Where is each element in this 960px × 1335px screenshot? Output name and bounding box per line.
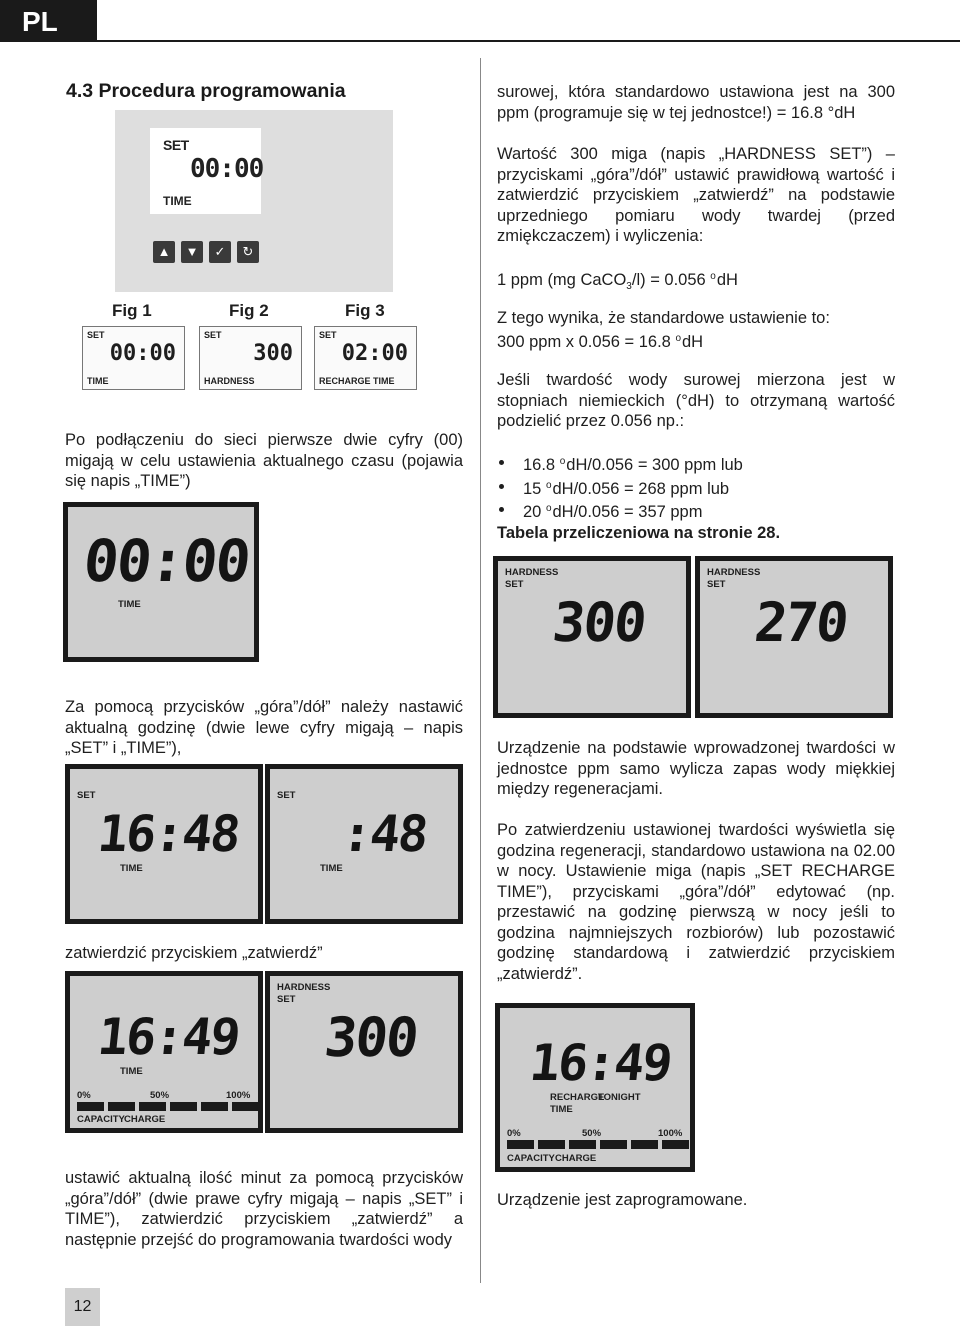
lcd-tonight-label: TONIGHT (598, 1092, 641, 1103)
lcd-minute-blink-set-label: SET (277, 790, 296, 801)
left-paragraph-1: Po podłączeniu do sieci pierwsze dwie cyfry (00) migają w celu ustawienia aktualnego czasu (pojawia się napis „TIME”) (65, 431, 463, 490)
lcd-hardness-left-set-label: SET (277, 994, 296, 1005)
standard-setting-calc: 300 ppm x 0.056 = 16.8 (497, 332, 676, 351)
lcd-capacity-label: CAPACITY (77, 1114, 125, 1125)
degree-symbol: o (545, 479, 552, 491)
fig-3-top-label: SET (319, 330, 337, 340)
capacity-bar-segment (631, 1140, 658, 1149)
panel-screen (150, 128, 264, 214)
fig-1-digits: 00:00 (109, 341, 176, 366)
standard-setting-calc-line (497, 329, 895, 353)
list-item (497, 452, 895, 476)
degree-symbol: o (545, 503, 552, 514)
capacity-bar-segment (77, 1102, 104, 1111)
panel-digits: 00:00 (190, 154, 264, 184)
formula-unit: dH (716, 271, 738, 289)
lcd-recharge-100-label: 100% (658, 1128, 683, 1139)
lcd-recharge-0-label: 0% (507, 1128, 521, 1139)
conversion-table-reference: Tabela przeliczeniowa na stronie 28. (497, 523, 781, 542)
capacity-bar-segment (600, 1140, 627, 1149)
lcd-capacity-100-label: 100% (226, 1090, 251, 1101)
lcd-time-initial (63, 502, 259, 662)
lcd-minute-blink-time-label: TIME (320, 863, 343, 874)
lcd-hardness-270-digits: 270 (751, 591, 850, 654)
list-item-value: 15 (523, 479, 546, 498)
lcd-minute-blink-digits: :48 (338, 805, 430, 863)
right-paragraph-7: Urządzenie jest zaprogramowane. (497, 1191, 748, 1209)
fig-3-display (314, 326, 417, 390)
lcd-recharge-label: RECHARGE (550, 1092, 605, 1103)
lcd-recharge (495, 1003, 695, 1172)
right-paragraph-2: Wartość 300 miga (napis „HARDNESS SET”) – przyciskami „góra”/dół” ustawić prawidłową wartość i zatwierdzić przyciskiem „zatwierdź” na podstawie uprzedniego pomiaru wody twardej (przed zmiękczaczem) i wyliczenia: (497, 145, 895, 245)
capacity-bar-segment (108, 1102, 135, 1111)
lcd-hour-set-digits: 16:48 (94, 805, 242, 863)
language-tab (0, 0, 97, 42)
fig-1-bottom-label: TIME (87, 376, 109, 386)
lcd-recharge-50-label: 50% (582, 1128, 602, 1139)
lcd-capacity-bar (77, 1102, 259, 1111)
left-paragraph-2: Za pomocą przycisków „góra”/dół” należy nastawić aktualną godzinę (dwie lewe cyfry migają – napis „SET” i „TIME”), (65, 698, 463, 757)
lcd-hardness-300 (493, 556, 691, 718)
lcd-capacity-50-label: 50% (150, 1090, 170, 1101)
hardness-formula (497, 267, 895, 298)
fig-2-bottom-label: HARDNESS (204, 376, 255, 386)
lcd-hardness-270-label: HARDNESS (707, 567, 761, 578)
fig-1-title: Fig 1 (112, 301, 152, 320)
formula-part-b: /l) = 0.056 (631, 271, 711, 289)
degree-symbol: o (559, 456, 566, 467)
page-number: 12 (65, 1288, 100, 1326)
right-paragraph-6: Po zatwierdzeniu ustawionej twardości wyświetla się godzina regeneracji, standardowo ustawiona na 02.00 w nocy. Ustawienie miga (napis „SET RECHARGE TIME”), przyciskami „góra”/dół” edytować (np. przestawić na godzinę pierwszą w nocy jeśli to godzina najmniejszych rozbiorów) lub pozostawić godzinę standardową i zatwierdzić przyciskiem „zatwierdź”. (497, 821, 895, 983)
formula-subscript: 3 (626, 281, 632, 292)
lcd-minute-blink (265, 764, 463, 924)
panel-time-label: TIME (163, 194, 192, 208)
fig-3-digits: 02:00 (341, 341, 408, 366)
panel-set-label: SET (163, 137, 189, 153)
lcd-hour-set-time-label: TIME (120, 863, 143, 874)
capacity-bar-segment (170, 1102, 197, 1111)
capacity-bar-segment (569, 1140, 596, 1149)
control-panel (115, 110, 393, 292)
lcd-hardness-300-set-label: SET (505, 579, 524, 590)
lcd-recharge-bar (507, 1140, 689, 1149)
lcd-hardness-left-label: HARDNESS (277, 982, 331, 993)
conversion-list (497, 452, 895, 543)
language-code: PL (22, 6, 58, 37)
lcd-time-initial-label: TIME (118, 599, 141, 610)
checkmark-icon: ✓ (209, 241, 231, 263)
left-paragraph-3: zatwierdzić przyciskiem „zatwierdź” (65, 944, 323, 962)
degree-symbol: o (675, 332, 681, 344)
refresh-icon: ↻ (237, 241, 259, 263)
list-item-result: dH/0.056 = 300 ppm lub (566, 456, 743, 474)
list-item-value: 20 (523, 503, 546, 521)
standard-setting-intro: Z tego wynika, że standardowe ustawienie to: (497, 309, 830, 327)
lcd-hardness-300-digits: 300 (549, 591, 648, 654)
section-title: 4.3 Procedura programowania (66, 80, 346, 102)
formula-part-a: 1 ppm (mg CaCO (497, 271, 627, 289)
fig-3-bottom-label: RECHARGE TIME (319, 376, 395, 386)
list-item-result: dH/0.056 = 357 ppm (552, 503, 703, 521)
lcd-hour-set (65, 764, 263, 924)
lcd-capacity-0-label: 0% (77, 1090, 91, 1101)
lcd-capacity-digits: 16:49 (94, 1008, 242, 1066)
arrow-down-icon: ▼ (181, 241, 203, 263)
fig-2-title: Fig 2 (229, 301, 269, 320)
right-paragraph-4: Jeśli twardość wody surowej mierzona jest w stopniach niemieckich (°dH) to otrzymaną wartość podzielić przez 0.056 np.: (497, 371, 895, 430)
lcd-recharge-time-label: TIME (550, 1104, 573, 1115)
capacity-bar-segment (201, 1102, 228, 1111)
fig-2-digits: 300 (253, 341, 293, 366)
lcd-recharge-capacity-label: CAPACITY (507, 1153, 555, 1164)
lcd-capacity (65, 971, 263, 1133)
arrow-up-icon: ▲ (153, 241, 175, 263)
fig-2-display (199, 326, 302, 390)
lcd-hardness-300-label: HARDNESS (505, 567, 559, 578)
standard-setting-unit: dH (682, 332, 704, 351)
header-rule (97, 40, 960, 42)
right-paragraph-3 (497, 308, 895, 352)
left-paragraph-4: ustawić aktualną ilość minut za pomocą przycisków „góra”/dół” (dwie prawe cyfry migają – napis „SET” i TIME”), zatwierdzić przyciskiem „zatwierdź” a następnie przejść do programowania twardości wody (65, 1169, 463, 1249)
lcd-time-initial-digits: 00:00 (80, 527, 253, 595)
lcd-charge-label: CHARGE (124, 1114, 166, 1125)
list-item-value: 16.8 (523, 456, 560, 474)
fig-3-title: Fig 3 (345, 301, 385, 320)
lcd-hardness-270-set-label: SET (707, 579, 726, 590)
lcd-recharge-charge-label: CHARGE (555, 1153, 597, 1164)
fig-1-display (82, 326, 185, 390)
lcd-hardness-270 (695, 556, 893, 718)
capacity-bar-segment (232, 1102, 259, 1111)
capacity-bar-segment (507, 1140, 534, 1149)
list-item (497, 499, 895, 523)
right-paragraph-1: surowej, która standardowo ustawiona jest na 300 ppm (programuje się w tej jednostce!) = 16.8 °dH (497, 83, 895, 122)
lcd-hour-set-label: SET (77, 790, 96, 801)
lcd-recharge-digits: 16:49 (526, 1034, 674, 1092)
fig-2-top-label: SET (204, 330, 222, 340)
lcd-hardness-left-digits: 300 (321, 1006, 420, 1069)
capacity-bar-segment (662, 1140, 689, 1149)
list-item (497, 476, 895, 500)
degree-symbol: o (710, 271, 716, 282)
capacity-bar-segment (139, 1102, 166, 1111)
fig-1-top-label: SET (87, 330, 105, 340)
capacity-bar-segment (538, 1140, 565, 1149)
column-divider (480, 58, 481, 1283)
list-item-result: dH/0.056 = 268 ppm lub (552, 479, 730, 498)
lcd-capacity-time-label: TIME (120, 1066, 143, 1077)
right-paragraph-5: Urządzenie na podstawie wprowadzonej twardości w jednostce ppm samo wylicza zapas wody miękkiej między regeneracjami. (497, 739, 895, 798)
lcd-hardness-left (265, 971, 463, 1133)
